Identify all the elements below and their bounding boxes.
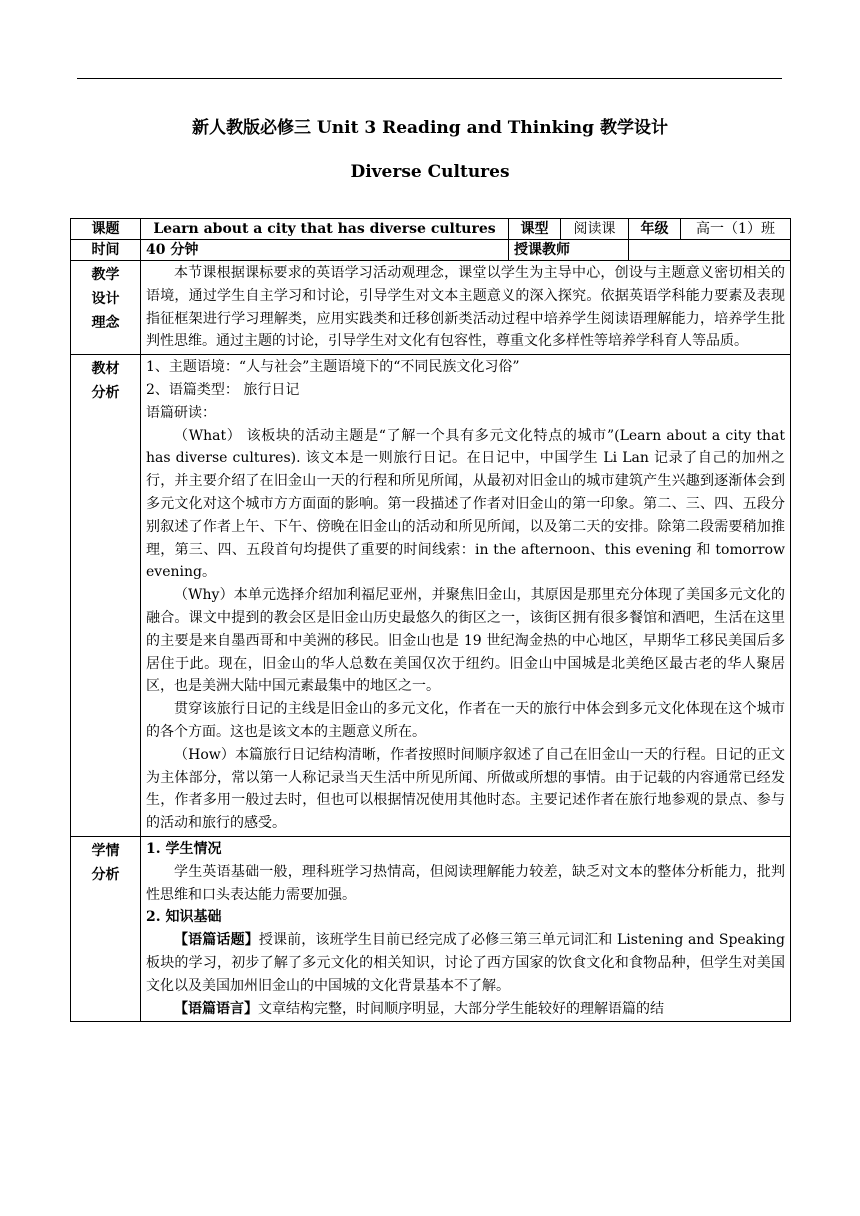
grade-label: 年级 [629, 219, 681, 240]
lesson-plan-table [70, 218, 791, 1022]
concept-text: 本节课根据课标要求的英语学习活动观理念，课堂以学生为主导中心，创设与主题意义密切相关的语境，通过学生自主学习和讨论，引导学生对文本主题意义的深入探究。依据英语学科能力要素及表现指征框架进行学习理解类，应用实践类和迁移创新类活动过程中培养学生阅读语理解能力，培养学生批判性思维。通过主题的讨论，引导学生对文化有包容性，尊重文化多样性等培养学科育人等品质。 [141, 261, 791, 355]
type-label: 课型 [509, 219, 561, 240]
header-rule [77, 78, 782, 79]
students-text: 1. 学生情况 学生英语基础一般，理科班学习热情高，但阅读理解能力较差，缺乏对文本的整体分析能力，批判性思维和口头表达能力需要加强。 2. 知识基础 【语篇话题】授课前，该班学生目前已经完成了必修三第三单元词汇和 Listening and Speaking 板块的学习，初步了解了多元文化的相关知识，讨论了西方国家的饮食文化和食物品种，但学生对美国文化以及美国加州旧金山的中国城的文化背景基本不了解。 【语篇语言】文章结构完整，时间顺序明显，大部分学生能较好的理解语篇的结 [141, 836, 791, 1021]
row-students [71, 836, 791, 1021]
time-value: 40 分钟 [141, 240, 509, 261]
row-material [71, 355, 791, 837]
what-paragraph: （What） 该板块的活动主题是“了解一个具有多元文化特点的城市”(Learn about a city that has diverse cultures). 该文本是一则旅行日记。在日记中，中国学生 Li Lan 记录了自己的加州之行，并主要介绍了在旧金山一天的行程和所见所闻，从最初对旧金山的城市建筑产生兴趣到逐渐体会到多元文化对这个城市方方面面的影响。第一段描述了作者对旧金山的第一印象。第二、三、四、五段分别叙述了作者上午、下午、傍晚在旧金山的活动和所见所闻，以及第二天的安排。除第二段需要稍加推理，第三、四、五段首句均提供了重要的时间线索：in the afternoon、this evening 和 tomorrow evening。 [146, 427, 785, 581]
how-paragraph: （How）本篇旅行日记结构清晰，作者按照时间顺序叙述了自己在旧金山一天的行程。日记的正文为主体部分，常以第一人称记录当天生活中所见所闻、所做或所想的事情。由于记载的内容通常已经发生，作者多用一般过去时，但也可以根据情况使用其他时态。主要记述作者在旅行地参观的景点、参与的活动和旅行的感受。 [146, 746, 785, 832]
topic-label: 课题 [71, 219, 141, 240]
row-time [71, 240, 791, 261]
teacher-label: 授课教师 [509, 240, 629, 261]
students-heading-1: 1. 学生情况 [146, 840, 222, 857]
main-line-paragraph: 贯穿该旅行日记的主线是旧金山的多元文化，作者在一天的旅行中体会到多元文化体现在这个城市的各个方面。这也是该文本的主题意义所在。 [146, 701, 785, 740]
why-paragraph: （Why）本单元选择介绍加利福尼亚州，并聚焦旧金山，其原因是那里充分体现了美国多元文化的融合。课文中提到的教会区是旧金山历史最悠久的街区之一，该街区拥有很多餐馆和酒吧，生活在这里的主要是来自墨西哥和中美洲的移民。旧金山也是 19 世纪淘金热的中心地区，早期华工移民美国后多居住于此。现在，旧金山的华人总数在美国仅次于纽约。旧金山中国城是北美绝区最古老的华人聚居区，也是美洲大陆中国元素最集中的地区之一。 [146, 587, 785, 695]
teacher-value [629, 240, 791, 261]
material-label: 教材 分析 [71, 355, 141, 837]
row-topic [71, 219, 791, 240]
students-label: 学情 分析 [71, 836, 141, 1021]
grade-value: 高一（1）班 [681, 219, 791, 240]
row-concept [71, 261, 791, 355]
students-heading-2: 2. 知识基础 [146, 909, 222, 926]
page-title: 新人教版必修三 Unit 3 Reading and Thinking 教学设计 [192, 118, 668, 138]
concept-label: 教学 设计 理念 [71, 261, 141, 355]
material-text: 1、主题语境：“人与社会”主题语境下的“不同民族文化习俗” 2、语篇类型： 旅行日记 语篇研读： （What） 该板块的活动主题是“了解一个具有多元文化特点的城市”(Learn about a city that has diverse cultures). 该文本是一则旅行日记。在日记中，中国学生 Li Lan 记录了自己的加州之行，并主要介绍了在旧金山一天的行程和所见所闻，从最初对旧金山的城市建筑产生兴趣到逐渐体会到多元文化对这个城市方方面面的影响。第一段描述了作者对旧金山的第一印象。第二、三、四、五段分别叙述了作者上午、下午、傍晚在旧金山的活动和所见所闻，以及第二天的安排。除第二段需要稍加推理，第三、四、五段首句均提供了重要的时间线索：in the afternoon、this evening 和 tomorrow evening。 （Why）本单元选择介绍加利福尼亚州，并聚焦旧金山，其原因是那里充分体现了美国多元文化的融合。课文中提到的教会区是旧金山历史最悠久的街区之一，该街区拥有很多餐馆和酒吧，生活在这里的主要是来自墨西哥和中美洲的移民。旧金山也是 19 世纪淘金热的中心地区，早期华工移民美国后多居住于此。现在，旧金山的华人总数在美国仅次于纽约。旧金山中国城是北美绝区最古老的华人聚居区，也是美洲大陆中国元素最集中的地区之一。 贯穿该旅行日记的主线是旧金山的多元文化，作者在一天的旅行中体会到多元文化体现在这个城市的各个方面。这也是该文本的主题意义所在。 （How）本篇旅行日记结构清晰，作者按照时间顺序叙述了自己在旧金山一天的行程。日记的正文为主体部分，常以第一人称记录当天生活中所见所闻、所做或所想的事情。由于记载的内容通常已经发生，作者多用一般过去时，但也可以根据情况使用其他时态。主要记述作者在旅行地参观的景点、参与的活动和旅行的感受。 [141, 355, 791, 837]
page-subtitle: Diverse Cultures [350, 162, 510, 182]
topic-value: Learn about a city that has diverse cultures [141, 219, 509, 240]
time-label: 时间 [71, 240, 141, 261]
type-value: 阅读课 [561, 219, 629, 240]
